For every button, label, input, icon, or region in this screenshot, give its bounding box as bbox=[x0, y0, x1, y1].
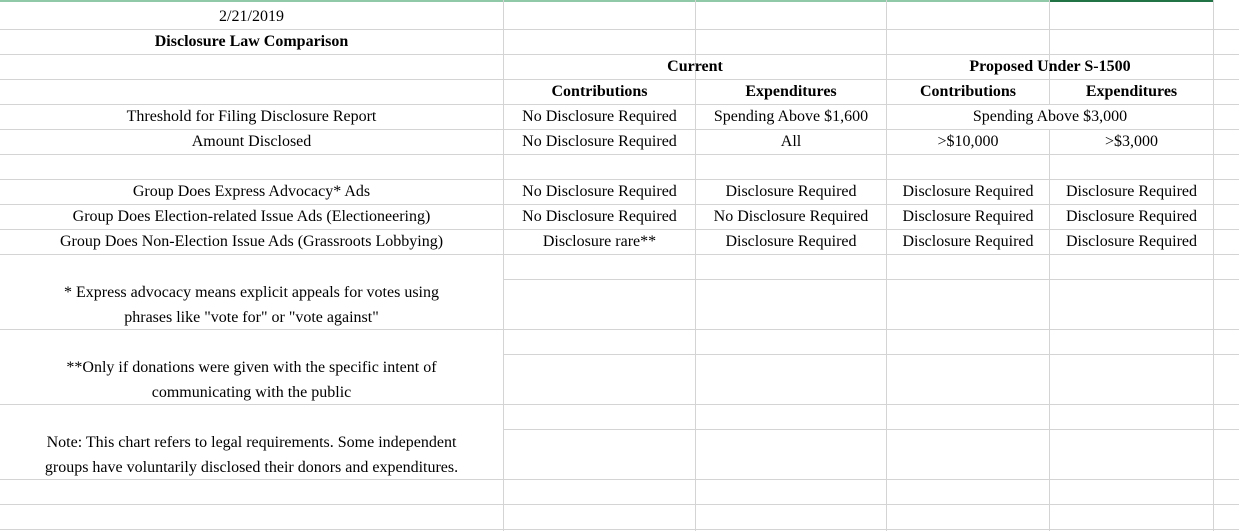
cell-current-expenditures[interactable]: Spending Above $1,600 bbox=[713, 108, 869, 125]
cell-proposed-expenditures[interactable]: Disclosure Required bbox=[1065, 233, 1198, 250]
row-label-grassroots-lobbying[interactable]: Group Does Non-Election Issue Ads (Grassroots Lobbying) bbox=[59, 233, 444, 250]
cell-proposed-contributions[interactable]: Disclosure Required bbox=[902, 183, 1034, 200]
cell-current-contributions[interactable]: Disclosure rare** bbox=[542, 233, 657, 250]
group-current-header[interactable]: Current bbox=[667, 58, 723, 75]
legal-requirements-note[interactable]: Note: This chart refers to legal requirements. Some independent groups have voluntarily disclosed their donors and expenditures. bbox=[44, 434, 459, 476]
gridline-row bbox=[0, 504, 1239, 505]
row-label-amount-disclosed[interactable]: Amount Disclosed bbox=[191, 133, 312, 150]
row-label-threshold[interactable]: Threshold for Filing Disclosure Report bbox=[126, 108, 377, 125]
cell-proposed-contributions[interactable]: Disclosure Required bbox=[902, 233, 1034, 250]
cell-proposed-expenditures[interactable]: >$3,000 bbox=[1104, 133, 1159, 150]
cell-proposed-contributions[interactable]: Disclosure Required bbox=[902, 208, 1034, 225]
cell-proposed-contributions[interactable]: >$10,000 bbox=[937, 133, 999, 150]
cell-current-contributions[interactable]: No Disclosure Required bbox=[522, 133, 677, 150]
cell-current-expenditures[interactable]: Disclosure Required bbox=[725, 183, 857, 200]
gridline-row bbox=[0, 154, 1239, 155]
footnote-donations-intent[interactable]: **Only if donations were given with the specific intent of communicating with the public bbox=[66, 359, 437, 401]
selected-column-indicator bbox=[1049, 0, 1213, 2]
proposed-contributions-header[interactable]: Contributions bbox=[919, 83, 1017, 100]
cell-proposed-expenditures[interactable]: Disclosure Required bbox=[1065, 183, 1198, 200]
row-label-electioneering[interactable]: Group Does Election-related Issue Ads (Electioneering) bbox=[72, 208, 431, 225]
cell-current-expenditures[interactable]: All bbox=[780, 133, 802, 150]
gridline-row bbox=[0, 254, 1239, 255]
group-proposed-header[interactable]: Proposed Under S-1500 bbox=[969, 58, 1131, 75]
cell-current-contributions[interactable]: No Disclosure Required bbox=[522, 183, 677, 200]
cell-current-expenditures[interactable]: Disclosure Required bbox=[725, 233, 857, 250]
cell-current-contributions[interactable]: No Disclosure Required bbox=[522, 208, 677, 225]
cell-current-contributions[interactable]: No Disclosure Required bbox=[522, 108, 677, 125]
cell-current-expenditures[interactable]: No Disclosure Required bbox=[713, 208, 869, 225]
gridline-row bbox=[0, 529, 1239, 530]
column-header-highlight bbox=[0, 0, 1049, 2]
current-expenditures-header[interactable]: Expenditures bbox=[745, 83, 837, 100]
current-contributions-header[interactable]: Contributions bbox=[551, 83, 648, 100]
footnote-express-advocacy[interactable]: * Express advocacy means explicit appeals for votes using phrases like "vote for" or "vote against" bbox=[64, 284, 439, 326]
proposed-expenditures-header[interactable]: Expenditures bbox=[1085, 83, 1178, 100]
row-label-express-advocacy[interactable]: Group Does Express Advocacy* Ads bbox=[132, 183, 371, 200]
cell-proposed-expenditures[interactable]: Disclosure Required bbox=[1065, 208, 1198, 225]
sheet-title[interactable]: Disclosure Law Comparison bbox=[154, 33, 349, 50]
date-cell[interactable]: 2/21/2019 bbox=[219, 8, 284, 25]
cell-proposed-merged[interactable]: Spending Above $3,000 bbox=[972, 108, 1128, 125]
